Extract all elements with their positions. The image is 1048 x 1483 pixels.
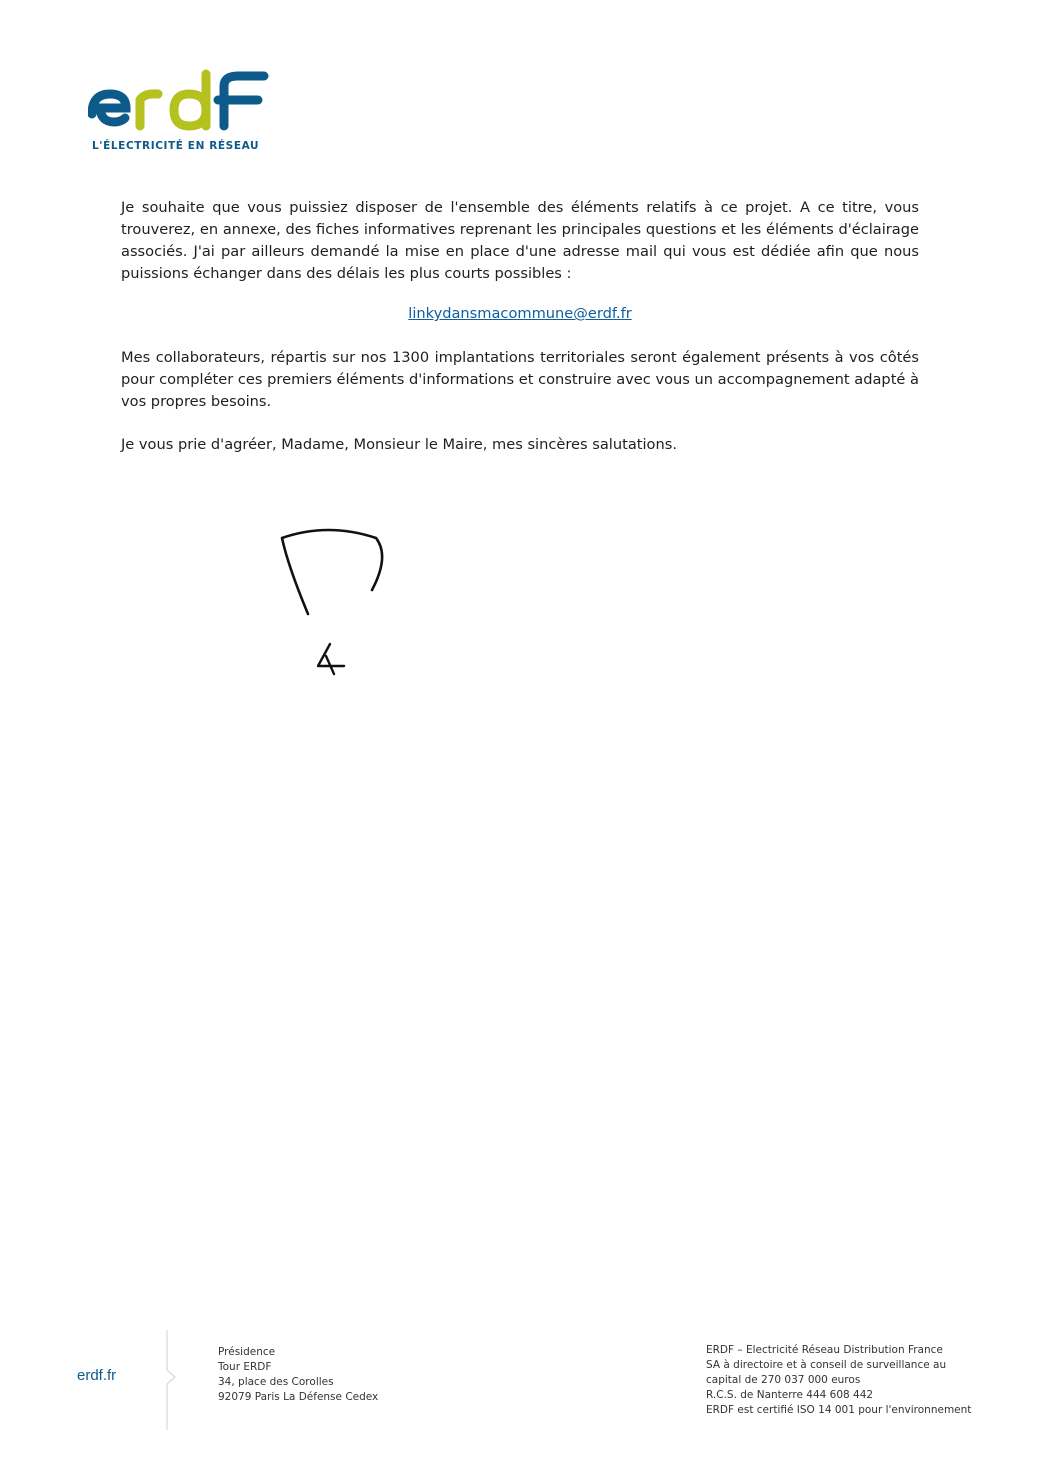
email-link[interactable]: linkydansmacommune@erdf.fr	[408, 305, 632, 322]
legal-line: R.C.S. de Nanterre 444 608 442	[706, 1389, 874, 1401]
address-line: 92079 Paris La Défense Cedex	[218, 1391, 379, 1403]
closing-salutation: Je vous prie d'agréer, Madame, Monsieur le Maire, mes sincères salutations.	[121, 436, 677, 453]
legal-line: SA à directoire et à conseil de surveillance au	[706, 1359, 947, 1371]
footer-website: erdf.fr	[77, 1367, 117, 1384]
legal-line: ERDF – Electricité Réseau Distribution France	[706, 1344, 943, 1356]
legal-line: capital de 270 037 000 euros	[706, 1374, 861, 1386]
address-line: Tour ERDF	[218, 1361, 272, 1373]
footer-address	[218, 1345, 378, 1405]
paragraph-documents: Je souhaite que vous puissiez disposer de l'ensemble des éléments relatifs à ce projet. A ce titre, vous trouverez, en annexe, des fiches informatives reprenant les principales questions et les éléments d'éclairage associés. J'ai par ailleurs demandé la mise en place d'une adresse mail qui vous est dédiée afin que nous puissions échanger dans des délais les plus courts possibles :	[121, 199, 919, 282]
footer-legal-info	[706, 1343, 971, 1418]
address-line: 34, place des Corolles	[218, 1376, 334, 1388]
footer-divider	[165, 1330, 179, 1430]
email-line	[121, 305, 919, 322]
legal-line: ERDF est certifié ISO 14 001 pour l'environnement	[706, 1404, 972, 1416]
logo-tagline: L'ÉLECTRICITÉ EN RÉSEAU	[92, 140, 260, 152]
paragraph-collaborators: Mes collaborateurs, répartis sur nos 1300 implantations territoriales seront également présents à vos côtés pour compléter ces premiers éléments d'informations et construire avec vous un accompagnement adapté à vos propres besoins.	[121, 349, 919, 410]
address-line: Présidence	[218, 1346, 276, 1358]
handwritten-signature	[268, 516, 408, 686]
